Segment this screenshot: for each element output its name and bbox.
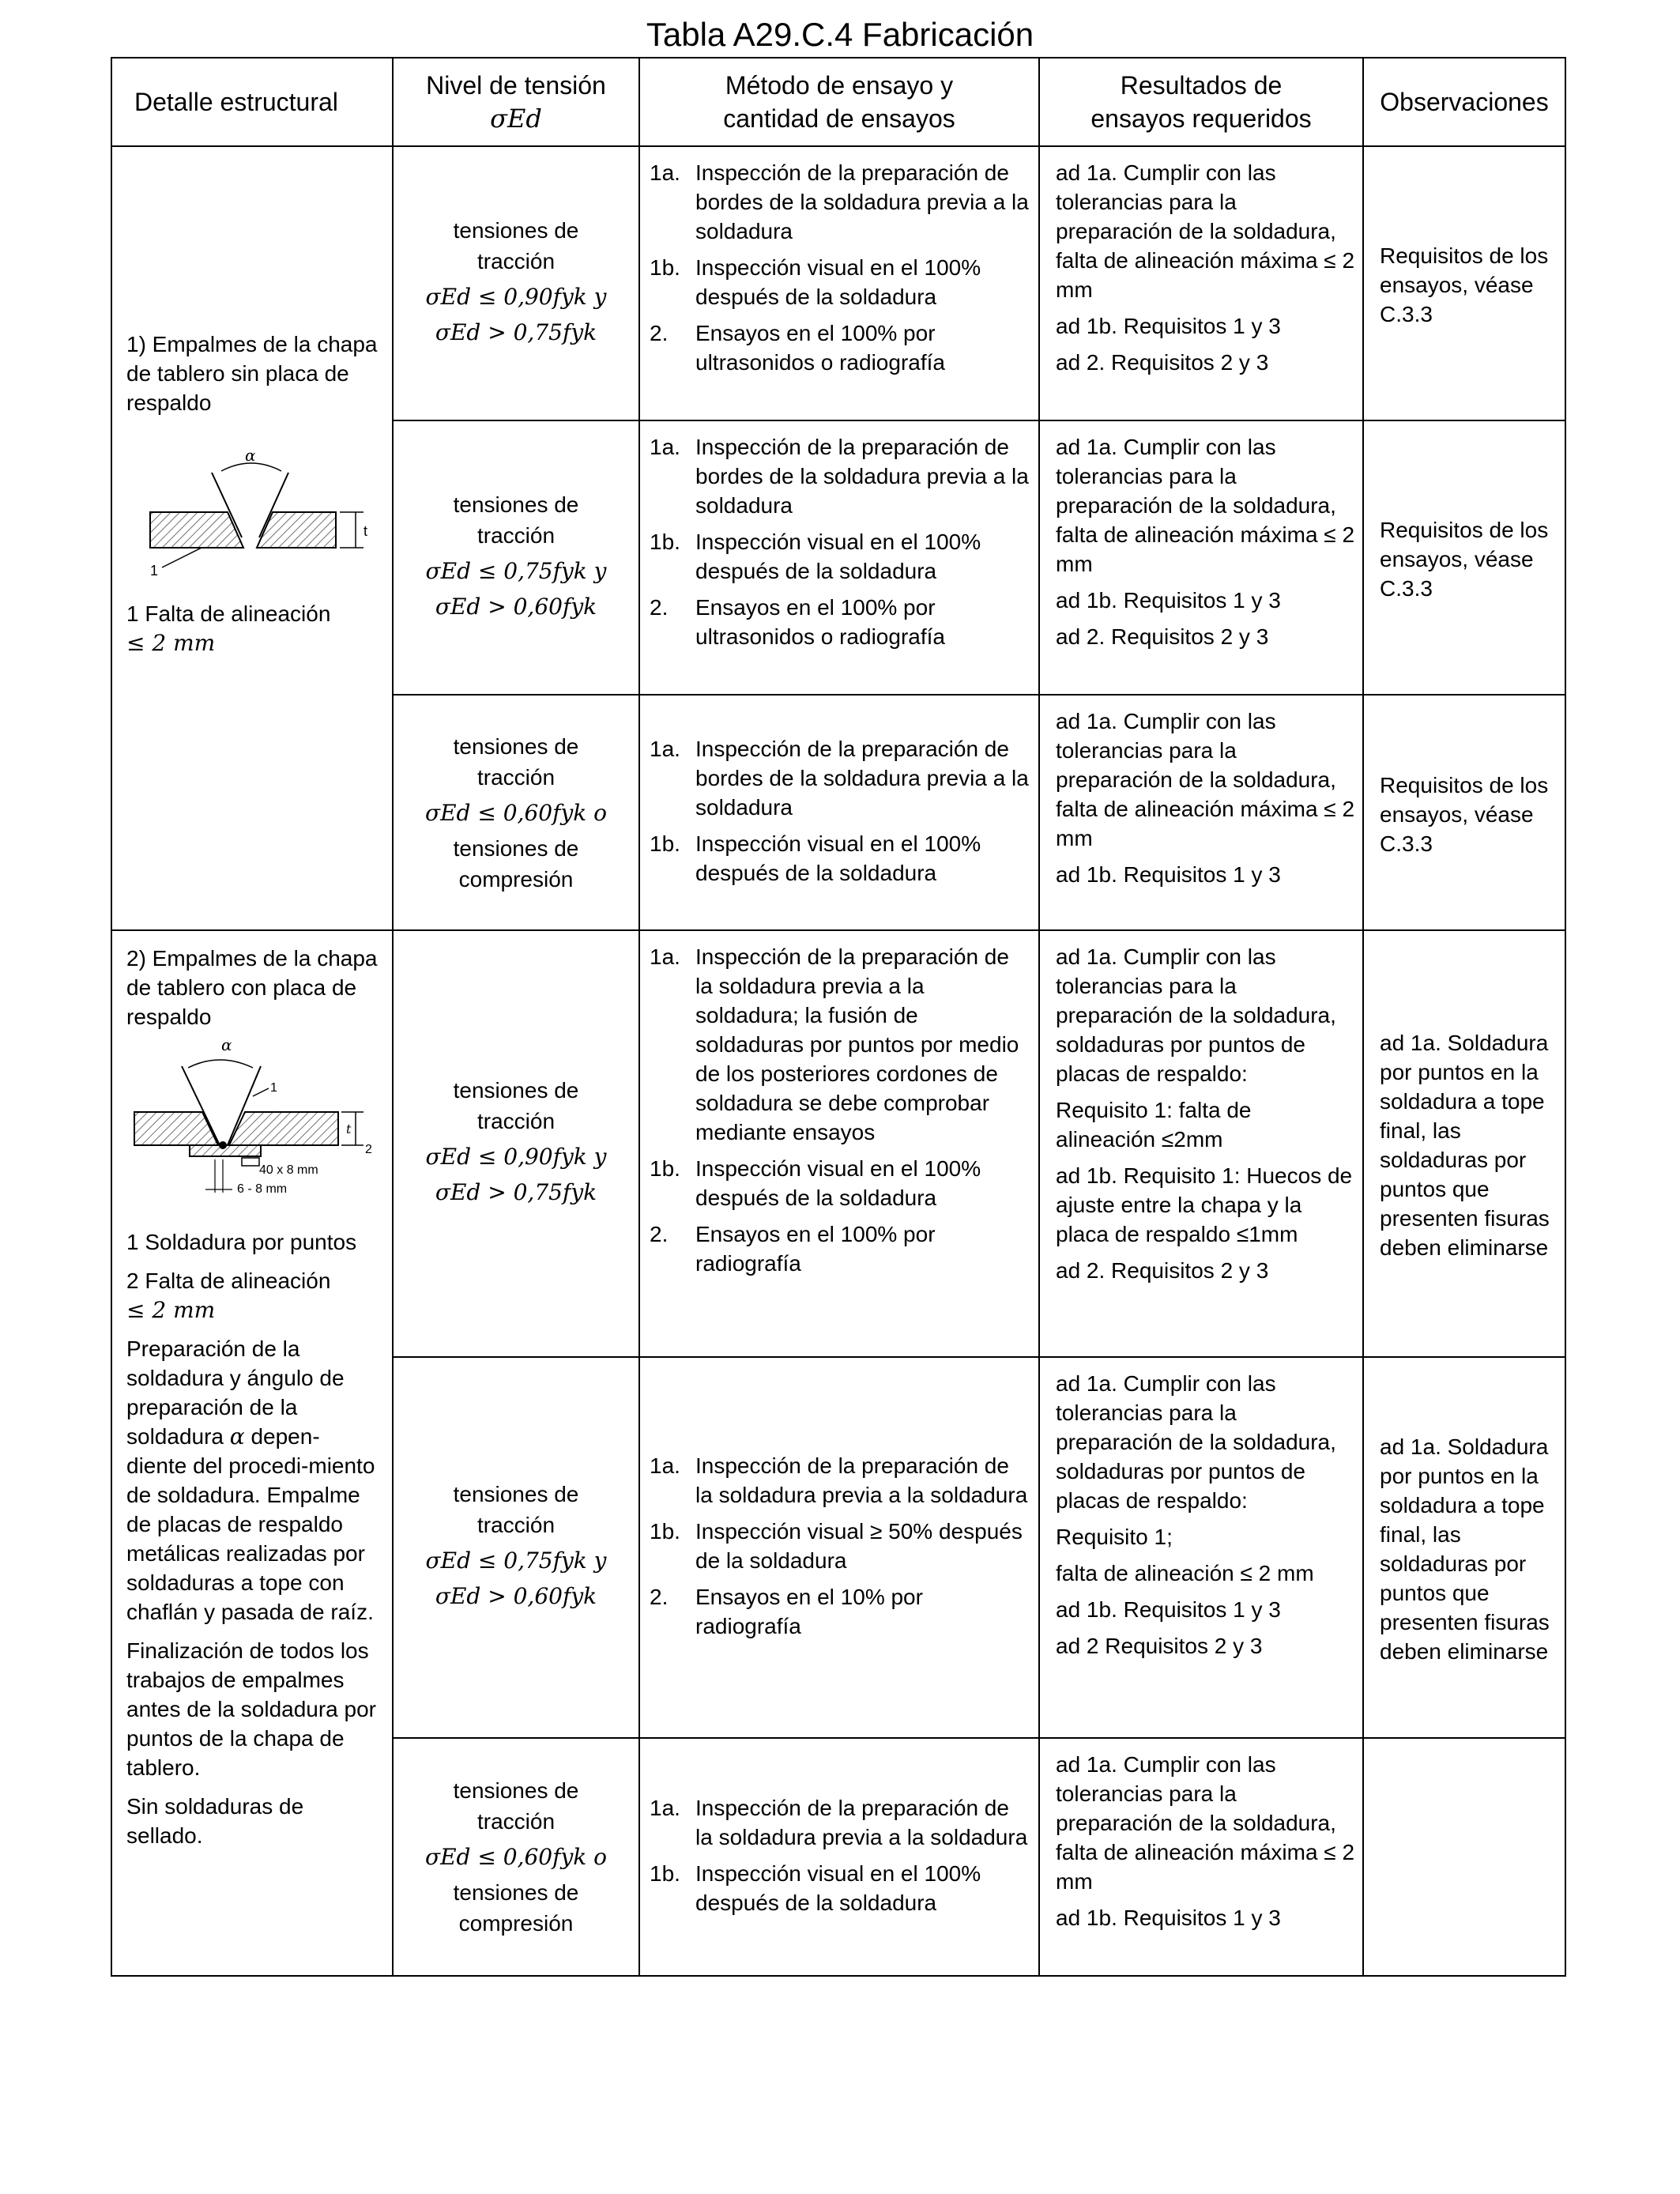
header-level-symbol: σEd <box>490 104 542 134</box>
method-item <box>650 253 1030 311</box>
header-detail: Detalle estructural <box>111 58 393 146</box>
header-observations: Observaciones <box>1363 58 1565 146</box>
method-text: Inspección de la preparación de bordes de la soldadura previa a la soldadura <box>695 160 1029 243</box>
level-line: tensiones de <box>453 1078 579 1103</box>
method-item <box>650 158 1030 246</box>
header-level-label: Nivel de tensión <box>426 71 606 100</box>
method-item <box>650 432 1030 520</box>
figure-1-label: 1 <box>150 562 159 579</box>
result-text: ad 2 Requisitos 2 y 3 <box>1056 1634 1263 1658</box>
result-text: ad 1b. Requisitos 1 y 3 <box>1056 314 1281 338</box>
figure-t-label: t <box>346 1122 352 1137</box>
detail-note-1: 1 Falta de alineación <box>126 601 331 626</box>
method-num: 2. <box>650 321 669 345</box>
level-line: tensiones de <box>453 492 579 517</box>
header-method <box>639 58 1039 146</box>
detail-title-2: 2) Empalmes de la chapa de tablero con placa de respaldo <box>126 946 378 1029</box>
method-num: 1a. <box>650 944 680 969</box>
level-cell <box>393 1357 639 1738</box>
results-cell <box>1039 930 1363 1357</box>
method-text: Inspección de la preparación de bordes de la soldadura previa a la soldadura <box>695 736 1029 820</box>
method-num: 2. <box>650 1222 669 1246</box>
observations-cell: Requisitos de los ensayos, véase C.3.3 <box>1363 146 1565 420</box>
level-formula: σEd ≤ 0,75fyk y <box>425 557 607 584</box>
header-results-line1: Resultados de <box>1120 71 1283 100</box>
level-cell <box>393 930 639 1357</box>
level-line: compresión <box>458 866 574 892</box>
method-text: Inspección de la preparación de la soldadura previa a la soldadura <box>695 1795 1028 1849</box>
detail-paragraph-1 <box>126 1334 379 1627</box>
method-cell <box>639 695 1039 930</box>
method-num: 1b. <box>650 831 680 856</box>
result-text: ad 1b. Requisitos 1 y 3 <box>1056 1597 1281 1622</box>
method-cell <box>639 930 1039 1357</box>
level-formula: σEd > 0,60fyk <box>435 593 597 620</box>
method-num: 1a. <box>650 1453 680 1478</box>
header-results-line2: ensayos requeridos <box>1090 104 1312 133</box>
method-cell <box>639 1738 1039 1976</box>
level-line: tensiones de <box>453 733 579 759</box>
result-text: ad 1a. Cumplir con las tolerancias para la preparación de la soldadura, falta de alineación máxima ≤ 2 mm <box>1056 1752 1355 1894</box>
detail-note-1-math: ≤ 2 mm <box>126 629 216 656</box>
butt-weld-figure <box>126 449 379 583</box>
level-line: tracción <box>477 1513 556 1537</box>
result-text: ad 2. Requisitos 2 y 3 <box>1056 350 1269 375</box>
figure-alpha-label: α <box>221 1035 232 1054</box>
level-line: tracción <box>477 764 556 790</box>
method-item <box>650 319 1030 377</box>
method-text: Inspección de la preparación de la soldadura previa a la soldadura; la fusión de soldaduras por puntos por medio de los posteriores cordones de soldadura se debe comprobar mediante ensayos <box>695 944 1019 1144</box>
method-cell <box>639 1357 1039 1738</box>
method-num: 1a. <box>650 160 680 185</box>
observations-cell: ad 1a. Soldadura por puntos en la soldadura a tope final, las soldaduras por puntos que presenten fisuras deben eliminarse <box>1363 1357 1565 1738</box>
observations-cell <box>1363 1738 1565 1976</box>
level-line: tensiones de <box>453 1880 579 1905</box>
header-method-line2: cantidad de ensayos <box>723 104 955 133</box>
result-text: ad 2. Requisitos 2 y 3 <box>1056 624 1269 649</box>
table-row <box>111 930 1565 1357</box>
figure-dim2-label: 6 - 8 mm <box>237 1182 288 1196</box>
level-formula: σEd ≤ 0,75fyk y <box>425 1547 607 1574</box>
method-cell <box>639 146 1039 420</box>
level-line: compresión <box>458 1911 574 1936</box>
method-text: Inspección visual en el 100% después de la soldadura <box>695 1156 981 1210</box>
result-text: falta de alineación ≤ 2 mm <box>1056 1561 1314 1585</box>
level-cell <box>393 1738 639 1976</box>
level-line: tracción <box>477 522 556 548</box>
level-formula: σEd ≤ 0,60fyk o <box>425 1844 607 1870</box>
method-item <box>650 593 1030 651</box>
method-text: Inspección visual en el 100% después de la soldadura <box>695 1860 981 1915</box>
observations-cell: ad 1a. Soldadura por puntos en la soldadura a tope final, las soldaduras por puntos que presenten fisuras deben eliminarse <box>1363 930 1565 1357</box>
header-results <box>1039 58 1363 146</box>
detail-note-2a: 1 Soldadura por puntos <box>126 1230 357 1254</box>
level-formula: σEd > 0,75fyk <box>435 1179 597 1205</box>
result-text: ad 1b. Requisitos 1 y 3 <box>1056 862 1281 887</box>
header-level <box>393 58 639 146</box>
method-item <box>650 734 1030 822</box>
method-item <box>650 942 1030 1147</box>
figure-2-label: 2 <box>365 1143 372 1156</box>
result-text: ad 1a. Cumplir con las tolerancias para la preparación de la soldadura, falta de alineación máxima ≤ 2 mm <box>1056 435 1355 576</box>
results-cell <box>1039 146 1363 420</box>
method-item <box>650 1451 1030 1510</box>
results-cell <box>1039 420 1363 695</box>
detail-note-2b: 2 Falta de alineación <box>126 1269 331 1293</box>
method-text: Ensayos en el 100% por radiografía <box>695 1222 936 1276</box>
results-cell <box>1039 1738 1363 1976</box>
level-line: tracción <box>477 1109 556 1133</box>
result-text: ad 1b. Requisitos 1 y 3 <box>1056 1906 1281 1930</box>
level-cell <box>393 420 639 695</box>
method-text: Ensayos en el 10% por radiografía <box>695 1584 923 1638</box>
table-row <box>111 146 1565 420</box>
results-cell <box>1039 695 1363 930</box>
result-text: ad 2. Requisitos 2 y 3 <box>1056 1258 1269 1283</box>
method-num: 1b. <box>650 1156 680 1181</box>
method-text: Inspección visual en el 100% después de la soldadura <box>695 255 981 309</box>
header-row <box>111 58 1565 146</box>
result-text: ad 1a. Cumplir con las tolerancias para la preparación de la soldadura, soldaduras por puntos de placas de respaldo: <box>1056 944 1336 1086</box>
method-text: Ensayos en el 100% por ultrasonidos o radiografía <box>695 595 945 649</box>
detail-cell-2 <box>111 930 393 1976</box>
detail-title-1: 1) Empalmes de la chapa de tablero sin placa de respaldo <box>126 331 378 415</box>
level-line: tracción <box>477 1809 556 1834</box>
level-line: tensiones de <box>453 1778 579 1803</box>
figure-alpha-label: α <box>245 448 256 465</box>
method-item <box>650 1582 1030 1641</box>
detail-paragraph-1a: Preparación de la soldadura y ángulo de preparación de la soldadura <box>126 1336 345 1449</box>
detail-note-2b-math: ≤ 2 mm <box>126 1297 216 1323</box>
method-item <box>650 1517 1030 1575</box>
level-formula: σEd > 0,75fyk <box>435 319 597 345</box>
observations-cell: Requisitos de los ensayos, véase C.3.3 <box>1363 420 1565 695</box>
method-num: 1b. <box>650 1860 680 1886</box>
method-num: 1a. <box>650 736 680 761</box>
method-text: Ensayos en el 100% por ultrasonidos o radiografía <box>695 321 945 375</box>
method-cell <box>639 420 1039 695</box>
level-line: tracción <box>477 248 556 273</box>
level-line: tensiones de <box>453 217 579 243</box>
results-cell <box>1039 1357 1363 1738</box>
method-text: Inspección visual en el 100% después de la soldadura <box>695 831 981 885</box>
method-item <box>650 829 1030 888</box>
result-text: ad 1b. Requisitos 1 y 3 <box>1056 588 1281 613</box>
result-text: ad 1a. Cumplir con las tolerancias para la preparación de la soldadura, falta de alineación máxima ≤ 2 mm <box>1056 709 1355 850</box>
method-text: Inspección de la preparación de bordes de la soldadura previa a la soldadura <box>695 435 1029 518</box>
figure-dim1-label: 40 x 8 mm <box>259 1163 318 1177</box>
method-num: 2. <box>650 1584 669 1609</box>
method-num: 2. <box>650 595 669 620</box>
level-formula: σEd ≤ 0,90fyk y <box>425 283 607 310</box>
table-title: Tabla A29.C.4 Fabricación <box>646 16 1034 53</box>
method-num: 1b. <box>650 255 680 280</box>
method-num: 1b. <box>650 530 680 554</box>
result-text: Requisito 1: falta de alineación ≤2mm <box>1056 1098 1252 1152</box>
detail-paragraph-1-alpha: α <box>229 1423 245 1449</box>
method-text: Inspección de la preparación de la soldadura previa a la soldadura <box>695 1453 1028 1507</box>
level-formula: σEd ≤ 0,60fyk o <box>425 799 607 826</box>
method-text: Inspección visual ≥ 50% después de la soldadura <box>695 1518 1023 1573</box>
level-line: tensiones de <box>453 1482 579 1506</box>
level-formula: σEd > 0,60fyk <box>435 1583 597 1609</box>
method-num: 1a. <box>650 435 680 459</box>
level-formula: σEd ≤ 0,90fyk y <box>425 1144 607 1170</box>
result-text: Requisito 1; <box>1056 1525 1173 1549</box>
detail-cell-1 <box>111 146 393 930</box>
method-item <box>650 1859 1030 1917</box>
detail-paragraph-1b: depen-diente del procedi-miento de soldadura. Empalme de placas de respaldo metálicas realizadas por soldaduras a tope con chaflán y pasada de raíz. <box>126 1424 375 1624</box>
backing-plate-weld-figure <box>126 1035 379 1216</box>
method-item <box>650 1154 1030 1212</box>
method-item <box>650 527 1030 586</box>
detail-paragraph-3: Sin soldaduras de sellado. <box>126 1794 304 1848</box>
fabrication-table <box>111 57 1566 1977</box>
level-cell <box>393 695 639 930</box>
level-line: tensiones de <box>453 835 579 861</box>
result-text: ad 1a. Cumplir con las tolerancias para la preparación de la soldadura, falta de alineación máxima ≤ 2 mm <box>1056 160 1355 302</box>
header-method-line1: Método de ensayo y <box>725 71 954 100</box>
level-cell <box>393 146 639 420</box>
method-text: Inspección visual en el 100% después de la soldadura <box>695 530 981 583</box>
method-item <box>650 1220 1030 1278</box>
result-text: ad 1b. Requisito 1: Huecos de ajuste entre la chapa y la placa de respaldo ≤1mm <box>1056 1163 1353 1246</box>
detail-paragraph-2: Finalización de todos los trabajos de empalmes antes de la soldadura por puntos de la chapa de tablero. <box>126 1638 376 1780</box>
observations-cell: Requisitos de los ensayos, véase C.3.3 <box>1363 695 1565 930</box>
result-text: ad 1a. Cumplir con las tolerancias para la preparación de la soldadura, soldaduras por puntos de placas de respaldo: <box>1056 1371 1336 1513</box>
figure-1-label: 1 <box>270 1081 277 1095</box>
method-num: 1b. <box>650 1518 680 1544</box>
method-item <box>650 1793 1030 1852</box>
figure-t-label: t <box>363 522 368 539</box>
method-num: 1a. <box>650 1795 680 1820</box>
